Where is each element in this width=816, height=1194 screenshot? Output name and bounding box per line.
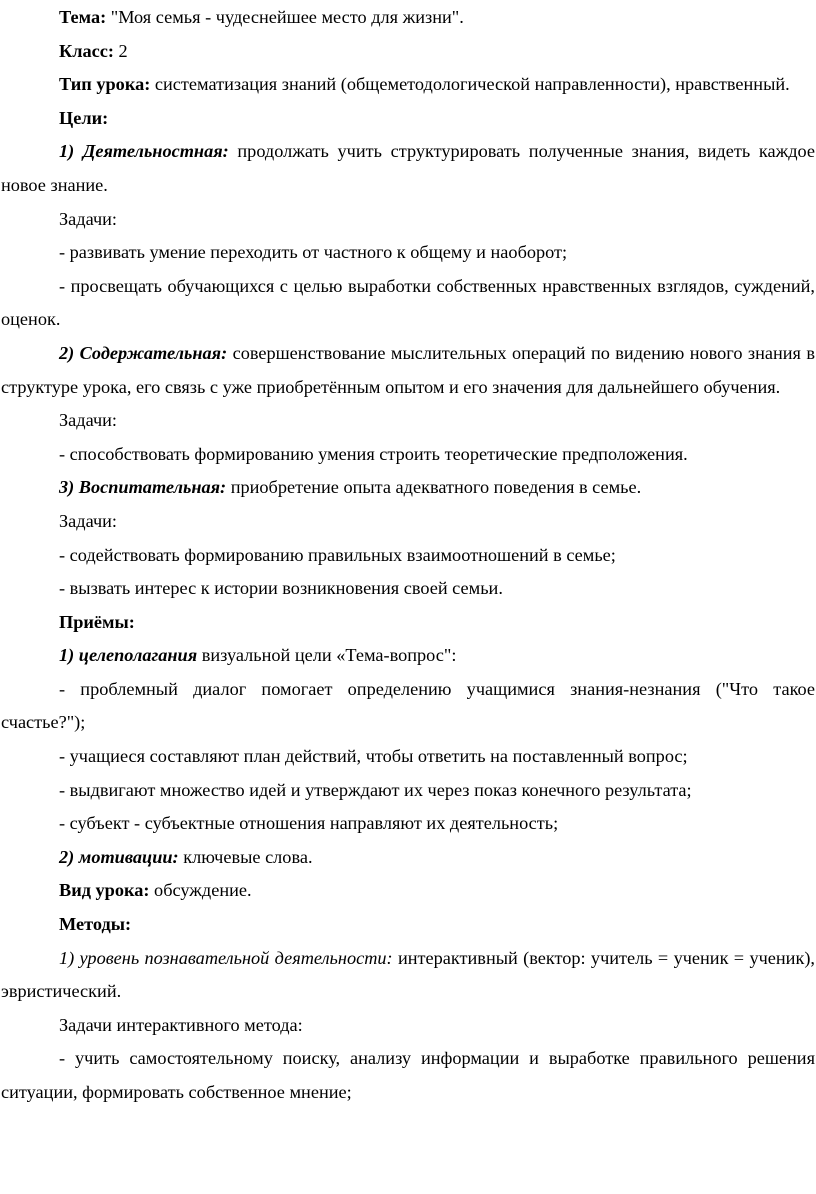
interactive-tasks-label: Задачи интерактивного метода: <box>59 1014 303 1035</box>
goal1-tasks-label: Задачи: <box>59 208 118 229</box>
tech1-item: - выдвигают множество идей и утверждают их через показ конечного результата; <box>59 779 692 800</box>
goal1-label: 1) Деятельностная: <box>59 141 229 162</box>
tech1-text: визуальной цели «Тема-вопрос": <box>197 645 457 666</box>
lesson-kind-text: обсуждение. <box>149 880 252 901</box>
lesson-kind-label: Вид урока: <box>59 880 150 901</box>
goals-heading: Цели: <box>59 107 109 128</box>
goal1-line <box>1 135 815 202</box>
goal1-task-item: - развивать умение переходить от частного к общему и наоборот; <box>59 242 568 263</box>
method1-line <box>1 942 815 1009</box>
tech1-label: 1) целеполагания <box>59 645 198 666</box>
tech1-item: - субъект - субъектные отношения направляют их деятельность; <box>59 813 559 834</box>
grade-line <box>1 35 815 69</box>
goal2-task-item: - способствовать формированию умения строить теоретические предположения. <box>59 443 688 464</box>
goal3-line <box>1 471 815 505</box>
methods-heading: Методы: <box>59 914 132 935</box>
tech1-item: - проблемный диалог помогает определению учащимися знания-незнания ("Что такое счастье?"); <box>1 678 815 733</box>
goal2-text: совершенствование мыслительных операций по видению нового знания в структуре урока, его связь с уже приобретённым опытом и его значения для дальнейшего обучения. <box>1 342 815 397</box>
grade-label: Класс: <box>59 40 114 61</box>
goal3-text: приобретение опыта адекватного поведения в семье. <box>226 477 642 498</box>
tech2-label: 2) мотивации: <box>59 846 179 867</box>
goal3-label: 3) Воспитательная: <box>59 477 227 498</box>
lesson-type-line <box>1 68 815 102</box>
lesson-kind-line <box>1 874 815 908</box>
lesson-type-label: Тип урока: <box>59 74 151 95</box>
goal1-text: продолжать учить структурировать полученные знания, видеть каждое новое знание. <box>1 141 815 195</box>
tech2-line <box>1 841 815 875</box>
goal2-line <box>1 337 815 404</box>
goal3-tasks-label: Задачи: <box>59 510 118 531</box>
techniques-heading: Приёмы: <box>59 611 135 632</box>
goal3-task-item: - содействовать формированию правильных взаимоотношений в семье; <box>59 544 616 565</box>
tech1-item: - учащиеся составляют план действий, чтобы ответить на поставленный вопрос; <box>59 746 688 767</box>
interactive-task-item: - учить самостоятельному поиску, анализу информации и выработке правильного решения ситуации, формировать собственное мнение; <box>1 1048 815 1102</box>
method1-label: 1) уровень познавательной деятельности: <box>59 947 393 968</box>
lesson-type-text: систематизация знаний (общеметодологической направленности), нравственный. <box>150 74 790 95</box>
goal3-task-item: - вызвать интерес к истории возникновения своей семьи. <box>59 578 503 599</box>
tech2-text: ключевые слова. <box>178 846 313 867</box>
goal2-tasks-label: Задачи: <box>59 410 118 431</box>
topic-line <box>1 1 815 35</box>
method1-text: интерактивный (вектор: учитель = ученик = ученик), эвристический. <box>1 947 815 1002</box>
topic-text: "Моя семья - чудеснейшее место для жизни". <box>106 7 464 27</box>
topic-label: Тема: <box>59 7 107 27</box>
goal1-task-item: - просвещать обучающихся с целью выработки собственных нравственных взглядов, суждений, оценок. <box>1 275 815 330</box>
tech1-line <box>1 639 815 673</box>
grade-text: 2 <box>113 40 128 61</box>
goal2-label: 2) Содержательная: <box>59 342 228 363</box>
